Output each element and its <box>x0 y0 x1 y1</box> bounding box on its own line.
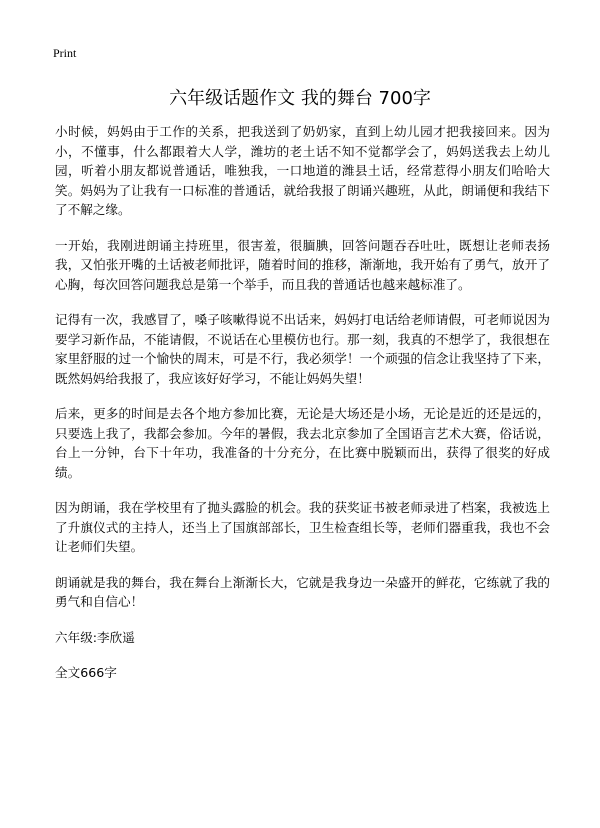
article-body <box>55 122 550 699</box>
paragraph-1: 小时候，妈妈由于工作的关系，把我送到了奶奶家，直到上幼儿园才把我接回来。因为小，不懂事，什么都跟着大人学，潍坊的老土话不知不觉都学会了，妈妈送我去上幼儿园，听着小朋友都说普通话，唯独我，一口地道的潍县土话，经常惹得小朋友们哈哈大笑。妈妈为了让我有一口标准的普通话，就给我报了朗诵兴趣班，从此，朗诵便和我结下了不解之缘。 <box>55 124 550 217</box>
paragraph-5: 因为朗诵，我在学校里有了抛头露脸的机会。我的获奖证书被老师录进了档案，我被选上了升旗仪式的主持人，还当上了国旗部部长，卫生检查组长等，老师们器重我，我也不会让老师们失望。 <box>55 500 550 554</box>
paragraph-6: 朗诵就是我的舞台，我在舞台上渐渐长大，它就是我身边一朵盛开的鲜花，它练就了我的勇气和自信心！ <box>55 574 550 609</box>
paragraph-3: 记得有一次，我感冒了，嗓子咳嗽得说不出话来，妈妈打电话给老师请假，可老师说因为要学习新作品，不能请假，不说话在心里模仿也行。那一刻，我真的不想学了，我很想在家里舒服的过一个愉快的周末，可是不行，我必须学！一个顽强的信念让我坚持了下来，既然妈妈给我报了，我应该好好学习，不能让妈妈失望！ <box>55 312 550 386</box>
author-line: 六年级:李欣遥 <box>55 629 135 645</box>
paragraph-2: 一开始，我刚进朗诵主持班里，很害羞，很腼腆，回答问题吞吞吐吐，既想让老师表扬我，又怕张开嘴的土话被老师批评，随着时间的推移，渐渐地，我开始有了勇气，放开了心胸，每次回答问题我总是第一个举手，而且我的普通话也越来越标准了。 <box>55 237 550 292</box>
print-link[interactable]: Print <box>53 46 77 60</box>
paragraph-4: 后来，更多的时间是去各个地方参加比赛，无论是大场还是小场，无论是近的还是远的，只要选上我了，我都会参加。今年的暑假，我去北京参加了全国语言艺术大赛，俗话说，台上一分钟，台下十年功，我准备的十分充分，在比赛中脱颖而出，获得了很奖的好成绩。 <box>55 406 550 480</box>
article-title: 六年级话题作文 我的舞台 700字 <box>169 88 431 109</box>
word-count-line: 全文666字 <box>55 665 117 680</box>
